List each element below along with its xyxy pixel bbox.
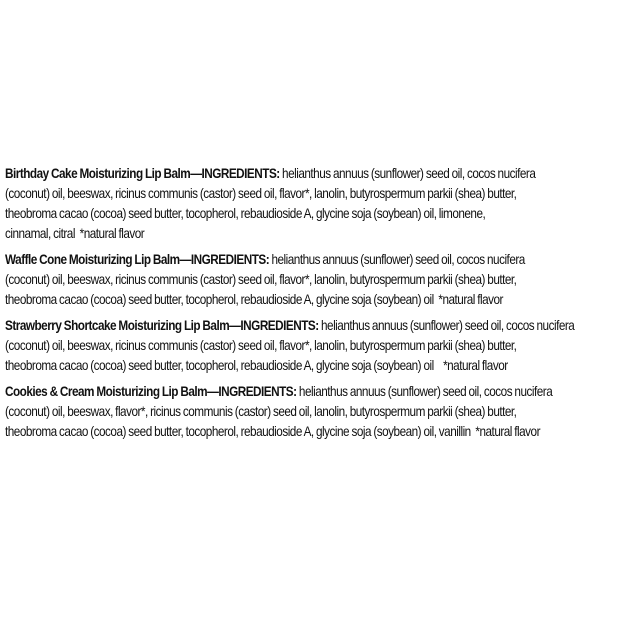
ingredients-text: helianthus annuus (sunflower) seed oil, cocos nucifera	[318, 317, 575, 333]
ingredients-line: cinnamal, citral *natural flavor	[5, 225, 145, 241]
ingredients-text: helianthus annuus (sunflower) seed oil, cocos nucifera	[279, 165, 536, 181]
product-title: Cookies & Cream Moisturizing Lip Balm—INGREDIENTS:	[5, 383, 297, 399]
ingredients-line	[5, 315, 575, 335]
product-ingredients-cookies-and-cream	[5, 381, 617, 441]
ingredients-line: theobroma cacao (cocoa) seed butter, tocopherol, rebaudioside A, glycine soja (soybean) oil, vanillin *natural flavor	[5, 423, 540, 439]
ingredients-line: theobroma cacao (cocoa) seed butter, tocopherol, rebaudioside A, glycine soja (soybean) oil *natural flavor	[5, 357, 508, 373]
ingredients-line: theobroma cacao (cocoa) seed butter, tocopherol, rebaudioside A, glycine soja (soybean) oil *natural flavor	[5, 291, 503, 307]
ingredients-line	[5, 163, 536, 183]
ingredients-text: helianthus annuus (sunflower) seed oil, cocos nucifera	[296, 383, 553, 399]
ingredients-line: (coconut) oil, beeswax, flavor*, ricinus communis (castor) seed oil, lanolin, butyrospermum parkii (shea) butter,	[5, 403, 517, 419]
ingredients-line: (coconut) oil, beeswax, ricinus communis (castor) seed oil, flavor*, lanolin, butyrospermum parkii (shea) butter,	[5, 337, 517, 353]
ingredients-text: helianthus annuus (sunflower) seed oil, cocos nucifera	[269, 251, 525, 267]
ingredients-line	[5, 249, 525, 269]
ingredients-line: (coconut) oil, beeswax, ricinus communis (castor) seed oil, flavor*, lanolin, butyrospermum parkii (shea) butter,	[5, 185, 517, 201]
product-title: Strawberry Shortcake Moisturizing Lip Balm—INGREDIENTS:	[5, 317, 319, 333]
product-ingredients-birthday-cake	[5, 163, 617, 243]
product-ingredients-waffle-cone	[5, 249, 617, 309]
ingredients-list	[5, 163, 617, 447]
ingredients-line	[5, 381, 553, 401]
product-title: Birthday Cake Moisturizing Lip Balm—INGREDIENTS:	[5, 165, 280, 181]
ingredients-line: theobroma cacao (cocoa) seed butter, tocopherol, rebaudioside A, glycine soja (soybean) oil, limonene,	[5, 205, 486, 221]
product-ingredients-strawberry-shortcake	[5, 315, 617, 375]
ingredients-line: (coconut) oil, beeswax, ricinus communis (castor) seed oil, flavor*, lanolin, butyrospermum parkii (shea) butter,	[5, 271, 517, 287]
product-title: Waffle Cone Moisturizing Lip Balm—INGREDIENTS:	[5, 251, 270, 267]
